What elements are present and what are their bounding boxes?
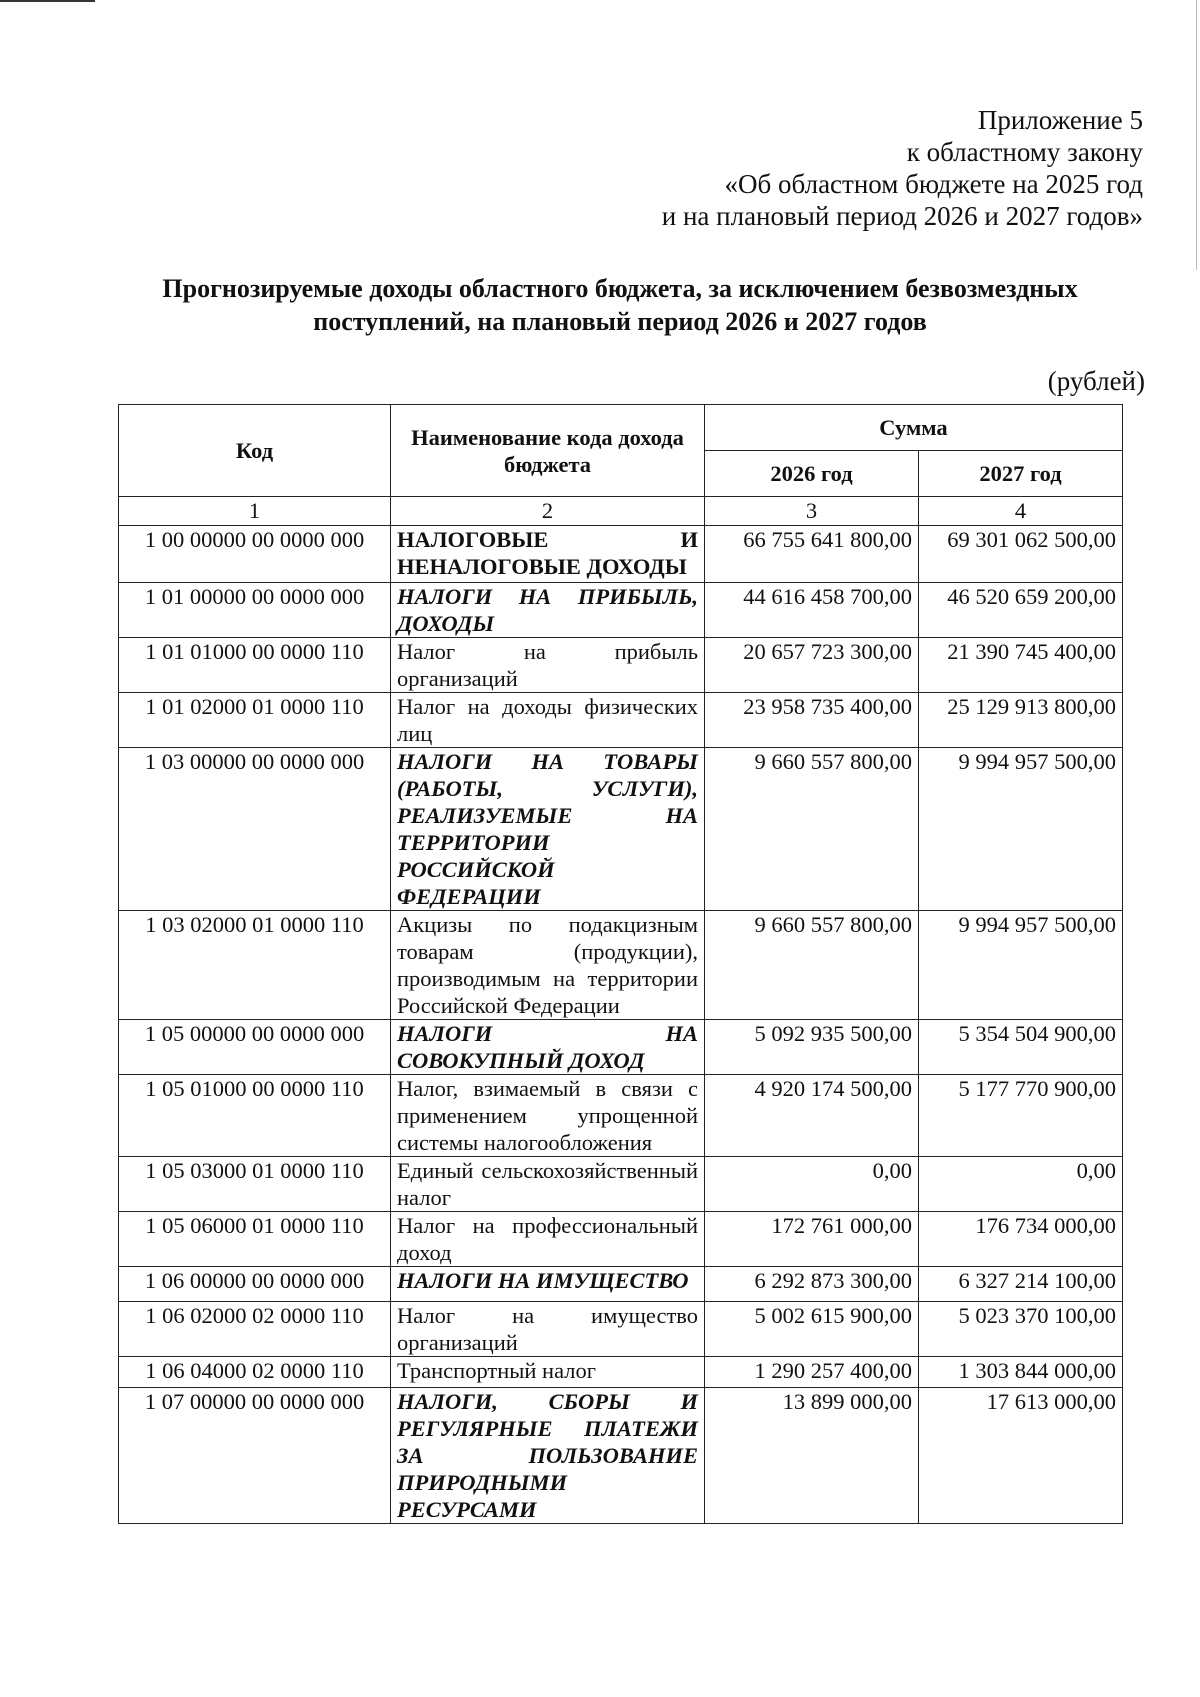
income-name: Налог на прибыль организаций	[391, 638, 705, 693]
income-name: Налог, взимаемый в связи с применением упрощенной системы налогообложения	[391, 1075, 705, 1157]
amount-2027: 9 994 957 500,00	[919, 911, 1123, 1020]
amount-2027: 5 177 770 900,00	[919, 1075, 1123, 1157]
income-code: 1 01 00000 00 0000 000	[119, 583, 391, 638]
income-code: 1 05 03000 01 0000 110	[119, 1157, 391, 1212]
income-code: 1 06 04000 02 0000 110	[119, 1357, 391, 1388]
table-row	[119, 1357, 1123, 1388]
scan-artifact-line	[0, 0, 95, 2]
amount-2027: 25 129 913 800,00	[919, 693, 1123, 748]
amount-2026: 23 958 735 400,00	[705, 693, 919, 748]
appendix-header	[662, 104, 1143, 232]
table-row	[119, 1212, 1123, 1267]
document-title	[100, 272, 1140, 338]
amount-2027: 46 520 659 200,00	[919, 583, 1123, 638]
amount-2026: 1 290 257 400,00	[705, 1357, 919, 1388]
income-name: НАЛОГИ НА СОВОКУПНЫЙ ДОХОД	[391, 1020, 705, 1075]
table-row	[119, 748, 1123, 911]
scan-artifact-edge	[1196, 0, 1197, 270]
income-name: Акцизы по подакцизным товарам (продукции), производимым на территории Российской Федерации	[391, 911, 705, 1020]
amount-2026: 44 616 458 700,00	[705, 583, 919, 638]
income-name: Налог на профессиональный доход	[391, 1212, 705, 1267]
table-row	[119, 1302, 1123, 1357]
income-code: 1 00 00000 00 0000 000	[119, 526, 391, 583]
revenue-table	[118, 404, 1123, 1524]
header-year-2027: 2027 год	[919, 451, 1123, 497]
income-name: Налог на доходы физических лиц	[391, 693, 705, 748]
amount-2026: 5 092 935 500,00	[705, 1020, 919, 1075]
amount-2027: 17 613 000,00	[919, 1388, 1123, 1524]
amount-2027: 6 327 214 100,00	[919, 1267, 1123, 1302]
table-row	[119, 526, 1123, 583]
header-year-2026: 2026 год	[705, 451, 919, 497]
income-code: 1 05 01000 00 0000 110	[119, 1075, 391, 1157]
header-code: Код	[119, 405, 391, 497]
income-code: 1 03 00000 00 0000 000	[119, 748, 391, 911]
amount-2026: 66 755 641 800,00	[705, 526, 919, 583]
title-line: Прогнозируемые доходы областного бюджета, за исключением безвозмездных	[162, 274, 1078, 303]
appendix-line: «Об областном бюджете на 2025 год	[724, 169, 1143, 199]
income-code: 1 06 00000 00 0000 000	[119, 1267, 391, 1302]
income-name: НАЛОГИ НА ИМУЩЕСТВО	[391, 1267, 705, 1302]
amount-2026: 9 660 557 800,00	[705, 748, 919, 911]
income-code: 1 05 00000 00 0000 000	[119, 1020, 391, 1075]
header-sum: Сумма	[705, 405, 1123, 451]
amount-2026: 13 899 000,00	[705, 1388, 919, 1524]
table-row	[119, 911, 1123, 1020]
amount-2026: 20 657 723 300,00	[705, 638, 919, 693]
amount-2027: 1 303 844 000,00	[919, 1357, 1123, 1388]
income-name: НАЛОГОВЫЕ И НЕНАЛОГОВЫЕ ДОХОДЫ	[391, 526, 705, 583]
income-code: 1 01 01000 00 0000 110	[119, 638, 391, 693]
income-name: Единый сельскохозяйственный налог	[391, 1157, 705, 1212]
amount-2026: 6 292 873 300,00	[705, 1267, 919, 1302]
income-name: Транспортный налог	[391, 1357, 705, 1388]
appendix-line: и на плановый период 2026 и 2027 годов»	[661, 201, 1143, 231]
amount-2026: 0,00	[705, 1157, 919, 1212]
income-name: Налог на имущество организаций	[391, 1302, 705, 1357]
amount-2026: 9 660 557 800,00	[705, 911, 919, 1020]
table-row	[119, 583, 1123, 638]
amount-2026: 5 002 615 900,00	[705, 1302, 919, 1357]
income-name: НАЛОГИ НА ТОВАРЫ (РАБОТЫ, УСЛУГИ), РЕАЛИЗУЕМЫЕ НА ТЕРРИТОРИИ РОССИЙСКОЙ ФЕДЕРАЦИИ	[391, 748, 705, 911]
column-numbers-row	[119, 497, 1123, 526]
income-code: 1 03 02000 01 0000 110	[119, 911, 391, 1020]
income-code: 1 01 02000 01 0000 110	[119, 693, 391, 748]
income-code: 1 05 06000 01 0000 110	[119, 1212, 391, 1267]
income-code: 1 06 02000 02 0000 110	[119, 1302, 391, 1357]
income-name: НАЛОГИ НА ПРИБЫЛЬ, ДОХОДЫ	[391, 583, 705, 638]
table-row	[119, 638, 1123, 693]
column-number: 3	[705, 497, 919, 526]
amount-2027: 21 390 745 400,00	[919, 638, 1123, 693]
table-row	[119, 693, 1123, 748]
table-row	[119, 1075, 1123, 1157]
amount-2027: 69 301 062 500,00	[919, 526, 1123, 583]
column-number: 2	[391, 497, 705, 526]
table-row	[119, 1267, 1123, 1302]
income-code: 1 07 00000 00 0000 000	[119, 1388, 391, 1524]
column-number: 4	[919, 497, 1123, 526]
amount-2027: 176 734 000,00	[919, 1212, 1123, 1267]
amount-2027: 5 023 370 100,00	[919, 1302, 1123, 1357]
amount-2027: 9 994 957 500,00	[919, 748, 1123, 911]
table-row	[119, 1388, 1123, 1524]
table-row	[119, 1157, 1123, 1212]
amount-2027: 5 354 504 900,00	[919, 1020, 1123, 1075]
title-line: поступлений, на плановый период 2026 и 2027 годов	[313, 307, 927, 336]
column-number: 1	[119, 497, 391, 526]
appendix-line: Приложение 5	[977, 105, 1143, 135]
appendix-line: к областному закону	[906, 137, 1143, 167]
amount-2026: 4 920 174 500,00	[705, 1075, 919, 1157]
amount-2027: 0,00	[919, 1157, 1123, 1212]
header-name: Наименование кода дохода бюджета	[391, 405, 705, 497]
amount-2026: 172 761 000,00	[705, 1212, 919, 1267]
table-row	[119, 1020, 1123, 1075]
income-name: НАЛОГИ, СБОРЫ И РЕГУЛЯРНЫЕ ПЛАТЕЖИ ЗА ПОЛЬЗОВАНИЕ ПРИРОДНЫМИ РЕСУРСАМИ	[391, 1388, 705, 1524]
units-label: (рублей)	[1047, 366, 1145, 396]
